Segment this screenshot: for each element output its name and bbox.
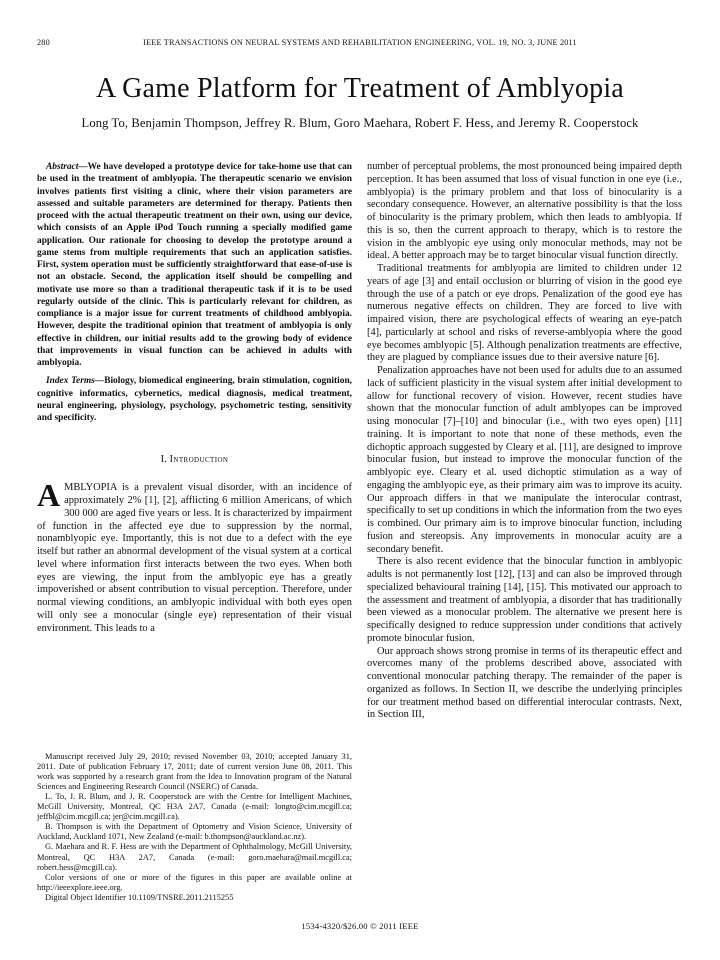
first-page-footnotes	[37, 752, 352, 903]
right-column	[367, 161, 682, 903]
intro-paragraph	[37, 477, 352, 635]
abstract-label: Abstract—	[46, 162, 88, 172]
body-paragraph: There is also recent evidence that the binocular function in amblyopic adults is not permanently lost [12], [13] and can also be improved through specialized behavioural training [14], [15]. This motivated our approach to the assessment and treatment of amblyopia, a disorder that has traditionally been viewed as a monocular problem. The alternative we present here is specifically designed to reduce suppression under conditions that actively promote binocular fusion.	[367, 556, 682, 644]
footnote-color-versions: Color versions of one or more of the figures in this paper are available online at http://ieeexplore.ieee.org.	[37, 872, 352, 892]
running-header	[37, 38, 683, 47]
intro-paragraph-text: MBLYOPIA is a prevalent visual disorder, with an incidence of approximately 2% [1], [2], afflicting 6 million Americans, of which 300 000 are aged five years or less. It is characterized by impairment of function in the affected eye due to suppression by the normal, nonamblyopic eye. Importantly, this is not due to a defect with the eye itself but rather an abnormal development of the visual system at a cortical level where information first interacts between the two eyes. When both eyes are viewing, the input from the amblyopic eye has a greatly impoverished or absent contribution to visual perception. Therefore, under normal viewing conditions, an amblyopic individual with both eyes open will only see a monocular (single eye) representation of their visual environment. This leads to a	[37, 482, 352, 634]
body-paragraph: Traditional treatments for amblyopia are limited to children under 12 years of age [3] and entail occlusion or blurring of vision in the good eye through the use of a patch or eye drops. Penalization of the good eye has numerous negative effects on children. They are forced to live with impaired vision, there are psychological effects of wearing an eye-patch [4], particularly at school and risks of reverse-amblyopia where the good eye becomes amblyopic [5]. Although penalization treatments are effective, they are plagued by compliance issues due to their aversive nature [6].	[367, 263, 682, 364]
body-paragraph: number of perceptual problems, the most pronounced being impaired depth perception. It has been assumed that loss of visual function in one eye (i.e., amblyopia) is the primary problem and that loss of binocularity is a secondary consequence. However, an alternative possibility is that the loss of binocularity is the primary problem, which then leads to amblyopia. If this is so, then the current approach to therapy, which is to restore the vision in the amblyopic eye using only monocular methods, may not be ideal. A better approach may be to target binocular visual function directly.	[367, 161, 682, 262]
footnote-doi: Digital Object Identifier 10.1109/TNSRE.2011.2115255	[45, 892, 234, 902]
running-head: IEEE TRANSACTIONS ON NEURAL SYSTEMS AND REHABILITATION ENGINEERING, VOL. 19, NO. 3, JUNE 2011	[143, 38, 577, 47]
footnote-affiliation-auckland: B. Thompson is with the Department of Optometry and Vision Science, University of Auckland, Auckland 1071, New Zealand (e-mail: b.thompson@auckland.ac.nz).	[37, 822, 352, 842]
section-heading-introduction	[37, 454, 352, 465]
footnote-affiliation-mcgill-cim: L. To, J. R. Blum, and J. R. Cooperstock are with the Centre for Intelligent Machines, McGill University, Montreal, QC H3A 2A7, Canada (e-mail: longto@cim.mcgill.ca; jeffbl@cim.mcgill.ca; jer@cim.mcgill.ca).	[37, 791, 352, 822]
left-column	[37, 161, 352, 903]
paper-title: A Game Platform for Treatment of Amblyopia	[96, 73, 624, 104]
page-number: 280	[37, 38, 50, 47]
footnote-affiliation-ophthalmology: G. Maehara and R. F. Hess are with the Department of Ophthalmology, McGill University, Montreal, QC H3A 2A7, Canada (e-mail: goro.maehara@mail.mcgill.ca; robert.hess@mcgill.ca).	[37, 842, 352, 872]
abstract-text: We have developed a prototype device for take-home use that can be used in the treatment of amblyopia. The therapeutic scenario we envision involves patients first visiting a clinic, where their vision parameters are assessed and suitable parameters are determined for therapy. Patients then proceed with the actual therapeutic treatment on their own, using our device, which consists of an Apple iPod Touch running a specially modified game application. Our rationale for choosing to develop the prototype around a game stems from multiple requirements that such an application satisfies. First, system operation must be sufficiently straightforward that ease-of-use is not an obstacle. Second, the application itself should be compelling and motivate use more so than a traditional therapeutic task if it is to be used regularly outside of the clinic. This is particularly relevant for children, as compliance is a major issue for current treatments of childhood amblyopia. However, despite the traditional opinion that treatment of amblyopia is only effective in children, our initial results add to the growing body of evidence that improvements in visual function can be achieved in adults with amblyopia.	[37, 162, 352, 368]
author-list: Long To, Benjamin Thompson, Jeffrey R. Blum, Goro Maehara, Robert F. Hess, and Jeremy R. Cooperstock	[81, 116, 639, 130]
drop-cap: A	[37, 477, 61, 514]
body-paragraph: Penalization approaches have not been used for adults due to an assumed lack of sufficient plasticity in the visual system after initial development to allow for functional recovery of vision. However, recent studies have shown that the monocular function of adult amblyopes can be improved using monocular [7]–[10] and binocular (i.e., with two eyes open) [11] training. It is important to note that none of these methods, even the dichoptic approach suggested by Cleary et al. [11], are designed to improve binocular fusion, but instead to improve the monocular function of the amblyopic eye. Cleary et al. used dichoptic stimulation as a way of engaging the amblyopic eye, as their primary aim was to improve its acuity. Our approach differs in that we manipulate the interocular contrast, specifically to set up conditions in which the information from the two eyes is combined. Our primary aim is to improve binocular function, including fusion and stereopsis. Any improvements in monocular acuity are a secondary benefit.	[367, 365, 682, 555]
body-paragraph: Our approach shows strong promise in terms of its therapeutic effect and overcomes many of the problems described above, associated with conventional monocular patching therapy. The remainder of the paper is organized as follows. In Section II, we describe the underlying principles for our treatment method based on differential interocular contrasts. Next, in Section III,	[367, 645, 682, 721]
index-terms-paragraph	[37, 375, 352, 424]
abstract-paragraph	[37, 161, 352, 369]
index-terms-label: Index Terms—	[46, 376, 105, 387]
section-title: Introduction	[169, 454, 229, 466]
copyright-line: 1534-4320/$26.00 © 2011 IEEE	[301, 921, 419, 931]
two-column-body	[37, 161, 683, 903]
section-number: I.	[160, 454, 167, 466]
footnote-manuscript: Manuscript received July 29, 2010; revised November 03, 2010; accepted January 31, 2011. Date of publication February 17, 2011; date of current version June 08, 2011. This work was supported by a research grant from the Idea to Innovation program of the Natural Sciences and Engineering Research Council (NSERC) of Canada.	[37, 751, 352, 791]
index-terms-text: Biology, biomedical engineering, brain stimulation, cognition, cognitive informatics, cybernetics, medical diagnosis, medical treatment, neural engineering, physiology, psychology, psychometric testing, sensitivity and specificity.	[37, 376, 353, 423]
